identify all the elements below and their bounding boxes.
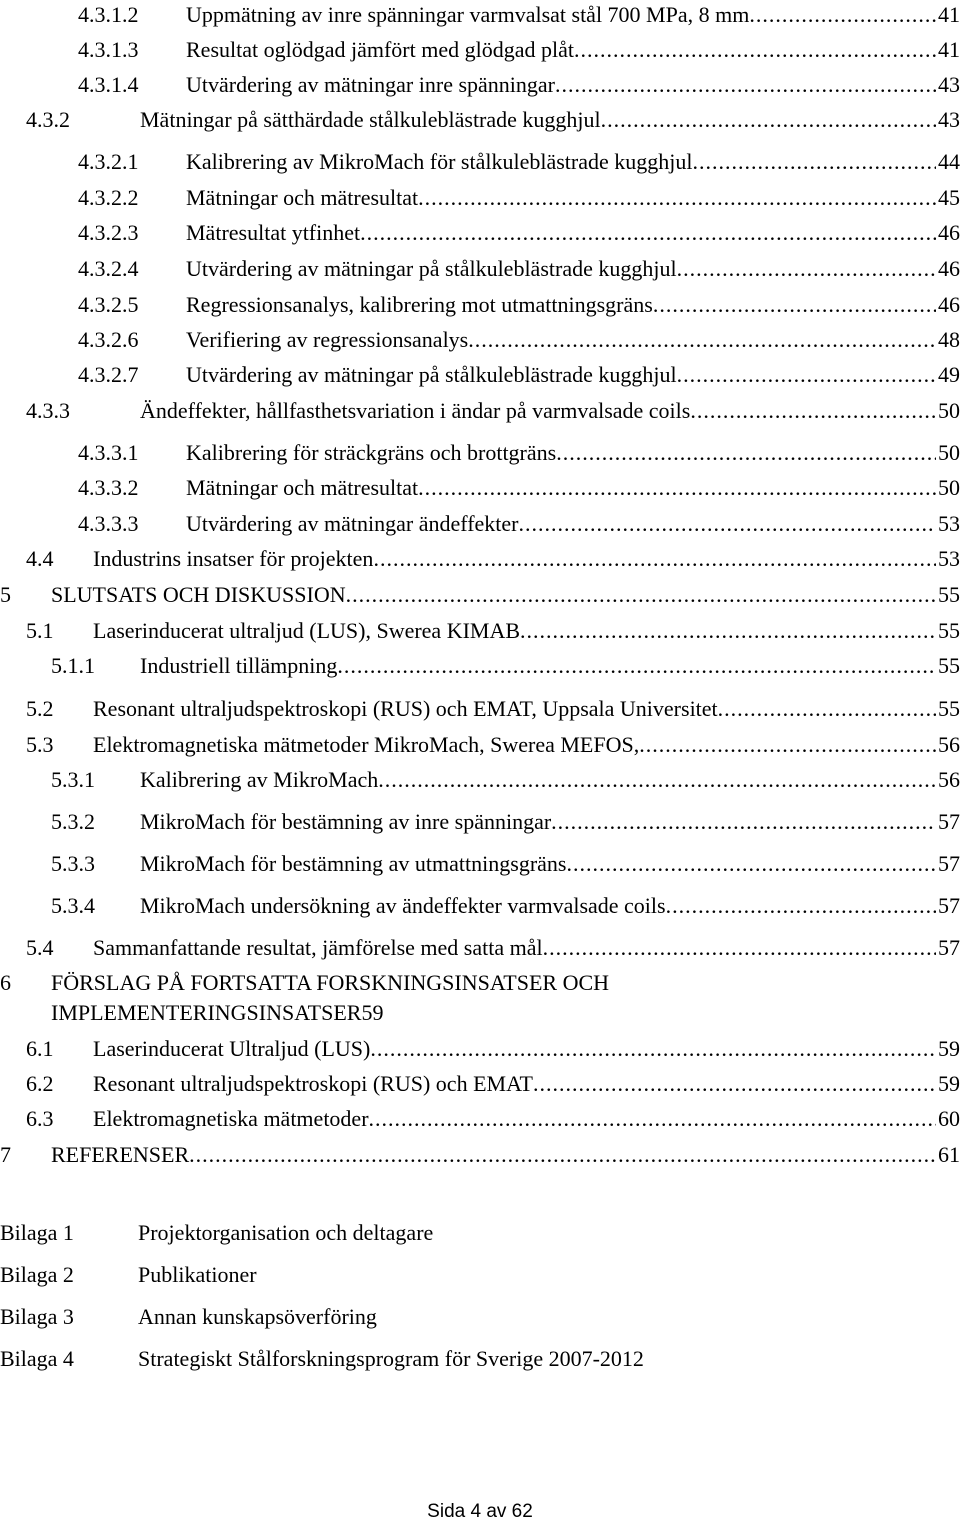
appendix-item: [0, 1344, 960, 1374]
appendix-label: Bilaga 1: [0, 1220, 74, 1245]
toc-entry-number: 6.2: [26, 1071, 54, 1096]
toc-entry-title: MikroMach för bestämning av inre spänningar: [140, 809, 552, 834]
toc-entry-page: 59: [938, 1071, 960, 1096]
dot-leader: [692, 147, 936, 177]
toc-entry-title-row: [140, 651, 960, 681]
toc-entry-page: 46: [938, 256, 960, 281]
toc-entry[interactable]: [0, 849, 960, 879]
toc-entry[interactable]: [0, 730, 960, 760]
dot-leader: [653, 290, 936, 320]
toc-entry-page: 50: [938, 398, 960, 423]
toc-entry-number: 4.3.3.3: [78, 511, 139, 536]
toc-entry[interactable]: [0, 651, 960, 681]
toc-entry-title: Industriell tillämpning: [140, 653, 338, 678]
appendix-item: [0, 1218, 960, 1248]
dot-leader: [551, 807, 936, 837]
dot-leader: [533, 1069, 936, 1099]
toc-entry-number: 5.3.3: [51, 851, 95, 876]
toc-entry-page: 44: [938, 149, 960, 174]
toc-entry-title: Regressionsanalys, kalibrering mot utmattningsgräns: [186, 292, 653, 317]
toc-entry-title-continued: IMPLEMENTERINGSINSATSER: [51, 1000, 362, 1025]
toc-entry-number: 5.4: [26, 935, 54, 960]
toc-entry[interactable]: [0, 147, 960, 177]
toc-entry-number: 5.1.1: [51, 653, 95, 678]
toc-entry-title-row: [140, 105, 960, 135]
toc-entry-title: Verifiering av regressionsanalys: [186, 327, 469, 352]
toc-entry[interactable]: [0, 360, 960, 390]
toc-entry-title-row: [186, 183, 960, 213]
appendix-item: [0, 1302, 960, 1332]
toc-entry-number: 4.3.2.3: [78, 220, 139, 245]
toc-entry-title: Kalibrering för sträckgräns och brottgräns: [186, 440, 557, 465]
toc-entry-title-row: [140, 891, 960, 921]
toc-entry-title-row: [140, 765, 960, 795]
toc-entry-title: Laserinducerat Ultraljud (LUS): [93, 1036, 371, 1061]
toc-entry-title-row: [51, 580, 960, 610]
dot-leader: [574, 35, 936, 65]
appendix-label: Bilaga 2: [0, 1262, 74, 1287]
toc-entry-number: 5.2: [26, 696, 54, 721]
toc-entry-number: 5.1: [26, 618, 54, 643]
toc-entry-number: 5.3.1: [51, 767, 95, 792]
toc-entry-page: 50: [938, 475, 960, 500]
toc-entry-page: 55: [938, 582, 960, 607]
toc-entry[interactable]: [0, 1140, 960, 1170]
dot-leader: [189, 1140, 936, 1170]
toc-entry-page: 55: [938, 618, 960, 643]
toc-entry-page: 57: [938, 851, 960, 876]
toc-entry-number: 7: [0, 1142, 11, 1167]
toc-entry-number: 6.1: [26, 1036, 54, 1061]
dot-leader: [543, 933, 936, 963]
dot-leader: [749, 0, 936, 30]
dot-leader: [556, 438, 936, 468]
dot-leader: [601, 105, 936, 135]
dot-leader: [677, 254, 936, 284]
dot-leader: [666, 891, 936, 921]
toc-entry-title-row: [51, 1140, 960, 1170]
toc-entry-number: 6.3: [26, 1106, 54, 1131]
toc-entry-title-row: [186, 290, 960, 320]
toc-entry[interactable]: [0, 1104, 960, 1134]
toc-entry-title: SLUTSATS OCH DISKUSSION: [51, 582, 346, 607]
appendix-label: Bilaga 4: [0, 1346, 74, 1371]
toc-entry-number: 4.3.1.4: [78, 72, 139, 97]
toc-entry[interactable]: [0, 765, 960, 795]
toc-entry-number: 4.3.2.4: [78, 256, 139, 281]
toc-entry-page: 46: [938, 220, 960, 245]
dot-leader: [677, 360, 936, 390]
dot-leader: [378, 765, 936, 795]
toc-entry[interactable]: [0, 1069, 960, 1099]
toc-entry-title-row: [140, 396, 960, 426]
toc-entry-title: Resonant ultraljudspektroskopi (RUS) och EMAT, Uppsala Universitet: [93, 696, 718, 721]
toc-entry-title: Resultat oglödgad jämfört med glödgad plåt: [186, 37, 574, 62]
dot-leader: [690, 396, 936, 426]
toc-entry-number: 4.3.2.2: [78, 185, 139, 210]
appendix-title: Annan kunskapsöverföring: [138, 1304, 377, 1329]
toc-entry-title: Industrins insatser för projekten: [93, 546, 374, 571]
toc-entry[interactable]: [0, 807, 960, 837]
toc-entry-title: Laserinducerat ultraljud (LUS), Swerea KIMAB: [93, 618, 521, 643]
toc-entry-title: Mätningar på sätthärdade stålkuleblästrade kugghjul: [140, 107, 601, 132]
toc-entry[interactable]: [0, 183, 960, 213]
toc-entry-title: Utvärdering av mätningar på stålkuleblästrade kugghjul: [186, 362, 677, 387]
toc-entry-title-row: [93, 1034, 960, 1064]
appendix-title: Publikationer: [138, 1262, 257, 1287]
toc-entry-title: FÖRSLAG PÅ FORTSATTA FORSKNINGSINSATSER OCH: [51, 970, 610, 995]
toc-entry-title-row: [93, 933, 960, 963]
toc-entry-number: 4.4: [26, 546, 54, 571]
toc-entry-number: 4.3.2.1: [78, 149, 139, 174]
toc-entry[interactable]: [0, 580, 960, 610]
toc-entry-number: 6: [0, 970, 11, 995]
toc-entry-page: 43: [938, 107, 960, 132]
toc-entry-title-row: [93, 1069, 960, 1099]
toc-entry-title-row: [140, 807, 960, 837]
appendix-title: Strategiskt Stålforskningsprogram för Sverige 2007-2012: [138, 1346, 644, 1371]
toc-entry-title: REFERENSER: [51, 1142, 190, 1167]
toc-entry-title-row: [186, 35, 960, 65]
toc-entry-title-row: [186, 509, 960, 539]
toc-entry-page: 43: [938, 72, 960, 97]
toc-entry-title: Kalibrering av MikroMach: [140, 767, 379, 792]
toc-entry[interactable]: [0, 290, 960, 320]
dot-leader: [369, 1104, 936, 1134]
toc-entry-title: Ändeffekter, hållfasthetsvariation i ändar på varmvalsade coils: [140, 398, 691, 423]
toc-entry-title-row: [186, 0, 960, 30]
toc-entry-page: 57: [938, 893, 960, 918]
toc-entry-page: 57: [938, 809, 960, 834]
toc-entry[interactable]: [0, 70, 960, 100]
appendix-item: [0, 1260, 960, 1290]
toc-entry[interactable]: [0, 544, 960, 574]
toc-entry-title: MikroMach för bestämning av utmattningsgräns: [140, 851, 567, 876]
dot-leader: [373, 544, 936, 574]
toc-entry-page: 48: [938, 327, 960, 352]
dot-leader: [718, 694, 936, 724]
toc-entry-title: Utvärdering av mätningar ändeffekter: [186, 511, 519, 536]
toc-entry-title-row: [51, 998, 960, 1028]
toc-entry-page: 60: [938, 1106, 960, 1131]
toc-entry-title: Elektromagnetiska mätmetoder: [93, 1106, 369, 1131]
toc-entry-title-row: [186, 218, 960, 248]
toc-entry-title-row: [93, 544, 960, 574]
toc-entry-title-row: [93, 730, 960, 760]
toc-entry-title: Mätresultat ytfinhet: [186, 220, 361, 245]
toc-entry-title-row: [93, 616, 960, 646]
toc-entry-page: 57: [938, 935, 960, 960]
toc-entry-page: 61: [938, 1142, 960, 1167]
toc-entry[interactable]: [0, 616, 960, 646]
dot-leader: [418, 473, 936, 503]
appendix-label: Bilaga 3: [0, 1304, 74, 1329]
toc-entry[interactable]: [0, 105, 960, 135]
toc-entry-title-row: [93, 694, 960, 724]
toc-entry-number: 5: [0, 582, 11, 607]
toc-entry-page: 41: [938, 37, 960, 62]
toc-entry[interactable]: [0, 933, 960, 963]
dot-leader: [418, 183, 936, 213]
toc-entry-title: Mätningar och mätresultat: [186, 475, 419, 500]
dot-leader: [346, 580, 936, 610]
toc-entry-title-row: [186, 70, 960, 100]
toc-entry[interactable]: [0, 891, 960, 921]
toc-entry-page: 41: [938, 2, 960, 27]
toc-entry-number: 4.3.2.7: [78, 362, 139, 387]
dot-leader: [520, 616, 936, 646]
toc-entry-number: 4.3.1.2: [78, 2, 139, 27]
toc-entry-page: 56: [938, 732, 960, 757]
toc-entry-number: 5.3: [26, 732, 54, 757]
toc-entry[interactable]: [0, 254, 960, 284]
dot-leader: [370, 1034, 936, 1064]
toc-entry-number: 4.3.1.3: [78, 37, 139, 62]
toc-entry-title-row: [93, 1104, 960, 1134]
toc-entry-title-row: [186, 254, 960, 284]
toc-entry-title: Utvärdering av mätningar på stålkuleblästrade kugghjul: [186, 256, 677, 281]
toc-entry-title: Mätningar och mätresultat: [186, 185, 419, 210]
toc-entry[interactable]: [0, 325, 960, 355]
toc-entry-page: 59: [361, 1000, 384, 1025]
dot-leader: [555, 70, 936, 100]
toc-entry-page: 46: [938, 292, 960, 317]
toc-entry-title: Utvärdering av mätningar inre spänningar: [186, 72, 555, 97]
toc-entry-title: Uppmätning av inre spänningar varmvalsat stål 700 MPa, 8 mm: [186, 2, 750, 27]
toc-entry-page: 55: [938, 653, 960, 678]
toc-entry-page: 45: [938, 185, 960, 210]
toc-entry-title-row: [140, 849, 960, 879]
toc-entry-title: Sammanfattande resultat, jämförelse med satta mål: [93, 935, 543, 960]
toc-entry[interactable]: [0, 694, 960, 724]
toc-entry-number: 5.3.4: [51, 893, 95, 918]
toc-entry-page: 49: [938, 362, 960, 387]
toc-entry-number: 4.3.2: [26, 107, 70, 132]
toc-entry[interactable]: [0, 509, 960, 539]
toc-entry[interactable]: [0, 473, 960, 503]
dot-leader: [468, 325, 936, 355]
dot-leader: [566, 849, 936, 879]
toc-entry-title: Kalibrering av MikroMach för stålkuleblästrade kugghjul: [186, 149, 693, 174]
dot-leader: [639, 730, 936, 760]
toc-entry-title: MikroMach undersökning av ändeffekter varmvalsade coils: [140, 893, 666, 918]
toc-entry-number: 4.3.2.6: [78, 327, 139, 352]
toc-entry[interactable]: [0, 396, 960, 426]
toc-entry-title-row: [186, 360, 960, 390]
dot-leader: [519, 509, 936, 539]
toc-entry-page: 55: [938, 696, 960, 721]
toc-entry-page: 59: [938, 1036, 960, 1061]
toc-entry-number: 4.3.2.5: [78, 292, 139, 317]
toc-entry[interactable]: [0, 35, 960, 65]
toc-entry[interactable]: [0, 218, 960, 248]
toc-entry-page: 56: [938, 767, 960, 792]
toc-entry-title-row: [186, 438, 960, 468]
toc-entry-number: 4.3.3: [26, 398, 70, 423]
toc-entry-title-row: [186, 473, 960, 503]
page-footer: Sida 4 av 62: [427, 1501, 533, 1522]
toc-entry-number: 4.3.3.1: [78, 440, 139, 465]
toc-entry[interactable]: [0, 0, 960, 30]
toc-entry-page: 53: [938, 546, 960, 571]
toc-entry[interactable]: [0, 438, 960, 468]
toc-entry-title-row: [186, 147, 960, 177]
appendix-title: Projektorganisation och deltagare: [138, 1220, 434, 1245]
toc-entry-title: Elektromagnetiska mätmetoder MikroMach, Swerea MEFOS,: [93, 732, 640, 757]
dot-leader: [360, 218, 936, 248]
toc-entry[interactable]: [0, 1034, 960, 1064]
toc-entry-title: Resonant ultraljudspektroskopi (RUS) och EMAT: [93, 1071, 533, 1096]
dot-leader: [337, 651, 936, 681]
toc-entry-number: 5.3.2: [51, 809, 95, 834]
toc-entry-number: 4.3.3.2: [78, 475, 139, 500]
toc-entry-title-row: [186, 325, 960, 355]
toc-entry-page: 53: [938, 511, 960, 536]
toc-entry[interactable]: [0, 968, 960, 1028]
toc-entry-page: 50: [938, 440, 960, 465]
